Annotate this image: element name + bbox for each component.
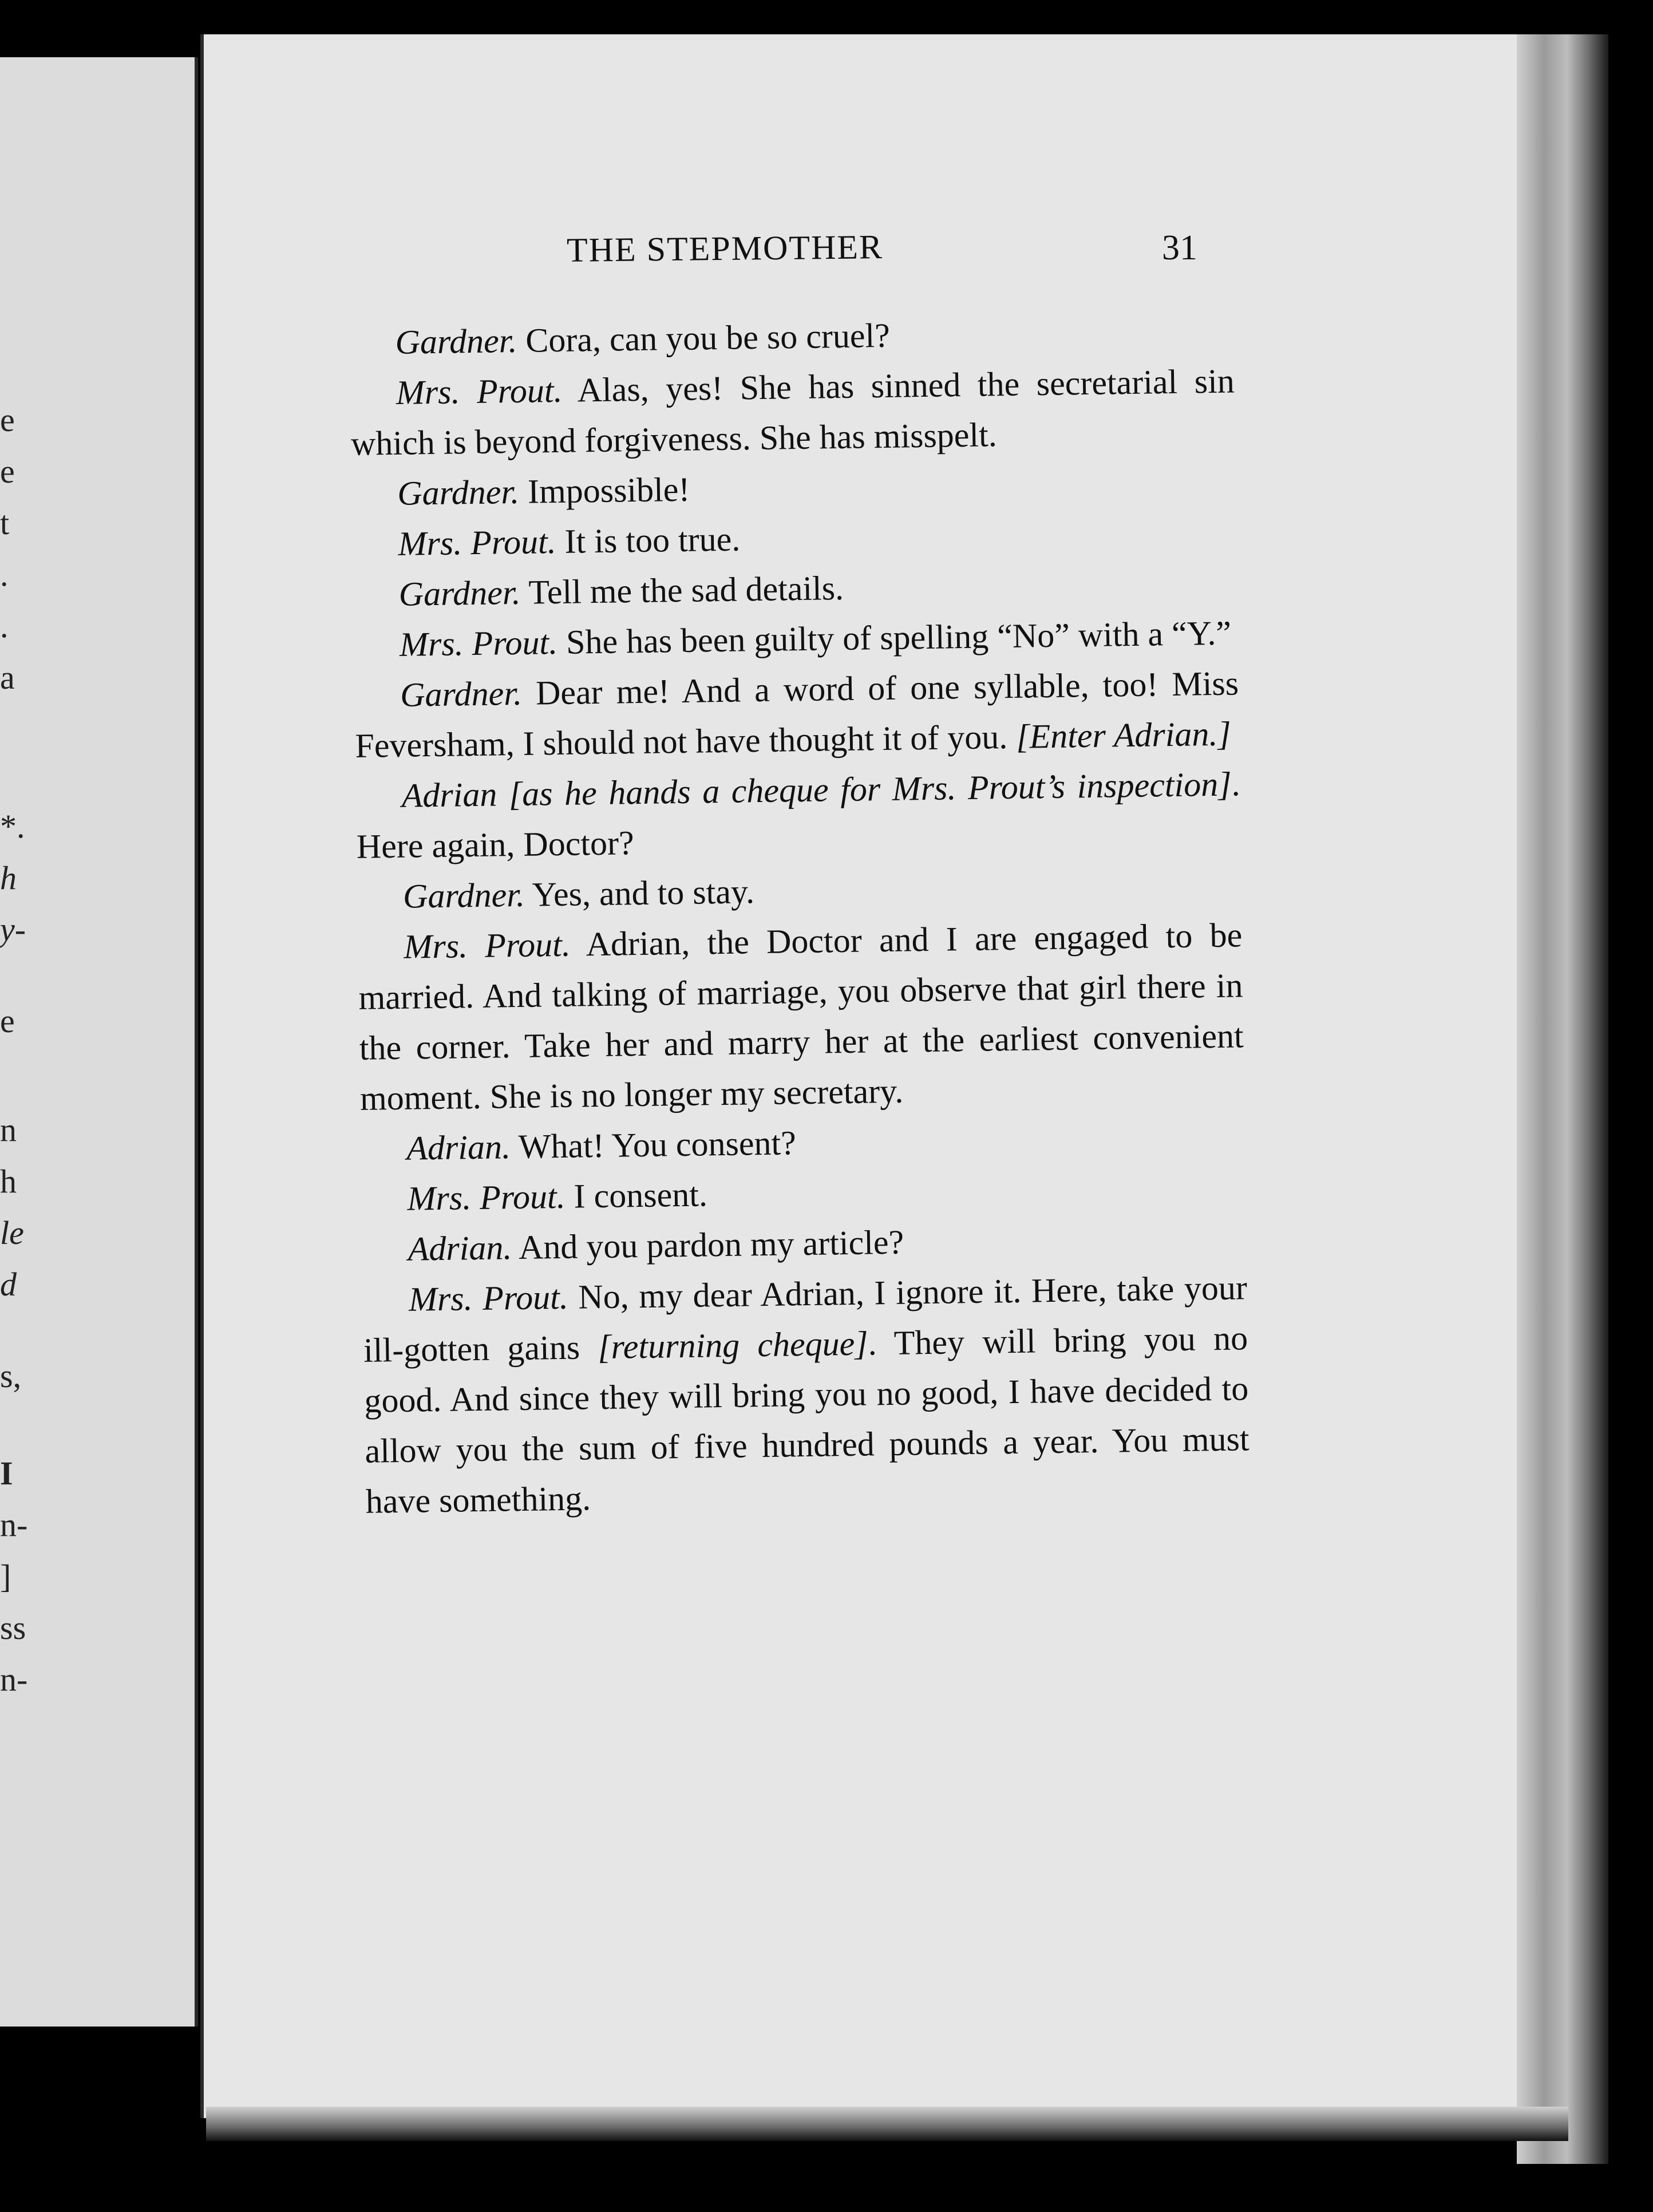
paragraph xyxy=(354,658,1240,771)
dialogue-text: Adrian, the Doctor and I are engaged to be married. And talking of marriage, you observe that girl there in the corner. Take her and marry her at the earliest convenient moment. She is no longer my secretary. xyxy=(358,916,1244,1117)
paragraph xyxy=(362,1262,1250,1527)
dialogue-text: Cora, can you be so cruel? xyxy=(516,316,891,360)
stage-direction: [as he hands a cheque for Mrs. Prout’s inspection] xyxy=(496,765,1232,813)
dialogue-text: . They will bring you no good. And since they will bring you no good, I have decided to allow you the sum of five hundred pounds a year. You must have something. xyxy=(363,1319,1249,1520)
dialogue-text: No, my dear Adrian, I ignore it. Here, take your ill-gotten gains xyxy=(363,1269,1248,1369)
stage-direction: [Enter Adrian.] xyxy=(1015,714,1232,756)
speaker-name: Mrs. Prout. xyxy=(407,1177,566,1218)
left-fragment: y- xyxy=(0,911,26,948)
speaker-name: Gardner. xyxy=(398,573,521,613)
left-fragment: n xyxy=(0,1111,17,1148)
speaker-name: Adrian xyxy=(401,775,497,815)
page-edge xyxy=(1517,34,1608,2164)
left-fragment: d xyxy=(0,1266,17,1303)
dialogue-text: Dear me! And a word of one syllable, too! Miss Feversham, I should not have thought it of you. xyxy=(354,664,1239,765)
left-fragment: ] xyxy=(0,1558,11,1595)
speaker-name: Gardner. xyxy=(395,321,517,361)
running-head: THE STEPMOTHER xyxy=(566,228,884,269)
speaker-name: Gardner. xyxy=(402,875,525,915)
left-fragment: e xyxy=(0,1002,15,1040)
speaker-name: Mrs. Prout. xyxy=(398,522,557,563)
left-fragment: t xyxy=(0,504,10,542)
left-fragment: a xyxy=(0,659,15,696)
dialogue-text: I consent. xyxy=(565,1175,708,1215)
dialogue-text: Impossible! xyxy=(519,470,690,511)
dialogue-text: And you pardon my article? xyxy=(511,1223,904,1267)
dialogue-text: She has been guilty of spelling “No” with a “Y.” xyxy=(557,614,1232,661)
speaker-name: Gardner. xyxy=(397,472,520,512)
left-fragment: s, xyxy=(0,1357,22,1395)
speaker-name: Mrs. Prout. xyxy=(403,925,571,966)
stage-direction: [returning cheque] xyxy=(597,1324,869,1366)
bottom-edge xyxy=(206,2107,1568,2141)
left-fragment: h xyxy=(0,859,17,896)
speaker-name: Adrian. xyxy=(406,1128,511,1167)
left-fragment: I xyxy=(0,1455,13,1492)
dialogue-text: Yes, and to stay. xyxy=(524,872,755,914)
paragraph xyxy=(350,356,1235,469)
left-fragment: e xyxy=(0,401,15,439)
left-fragment: e xyxy=(0,453,15,490)
speaker-name: Mrs. Prout. xyxy=(399,623,558,663)
dialogue-text: Alas, yes! She has sinned the secretarial sin which is beyond forgiveness. She has misspelt. xyxy=(350,362,1235,463)
paragraph xyxy=(355,759,1241,872)
left-fragment: . xyxy=(0,556,9,593)
left-fragment: *. xyxy=(0,808,25,845)
left-page xyxy=(0,57,198,2027)
paragraph xyxy=(358,910,1245,1124)
dialogue-text: . Here again, Doctor? xyxy=(356,765,1240,866)
speaker-name: Gardner. xyxy=(400,674,523,714)
left-fragment: h xyxy=(0,1163,17,1200)
left-fragment: . xyxy=(0,607,9,645)
dialogue-text: It is too true. xyxy=(556,520,741,560)
left-fragment: n- xyxy=(0,1506,28,1543)
dialogue-text: Tell me the sad details. xyxy=(520,568,844,611)
left-fragment: n- xyxy=(0,1661,28,1698)
page-number: 31 xyxy=(1162,228,1197,267)
speaker-name: Mrs. Prout. xyxy=(396,371,563,412)
dialogue-text: What! You consent? xyxy=(510,1124,797,1166)
speaker-name: Mrs. Prout. xyxy=(408,1278,569,1318)
text-block xyxy=(349,305,1250,1526)
left-fragment: le xyxy=(0,1214,24,1251)
speaker-name: Adrian. xyxy=(408,1229,512,1268)
left-fragment: ss xyxy=(0,1609,26,1646)
